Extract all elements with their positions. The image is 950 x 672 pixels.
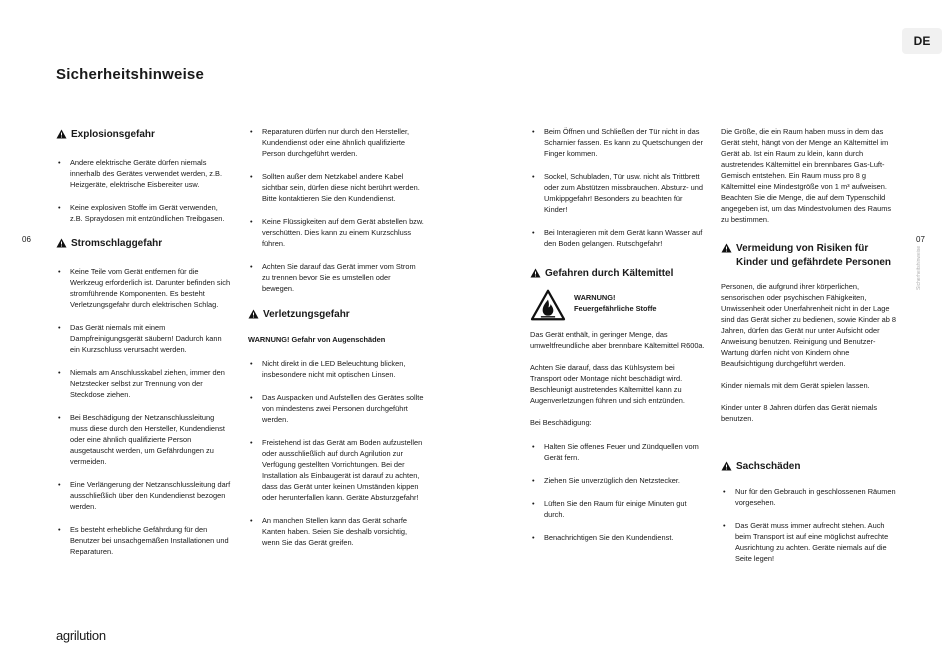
list-item: • Andere elektrische Geräte dürfen niemals innerhalb des Gerätes verwendet werden, z.B. Heizgeräte, elektrische Eisbereiter usw. — [56, 157, 232, 190]
column-2 — [248, 126, 424, 560]
children-paragraph-3: Kinder unter 8 Jahren dürfen das Gerät niemals benutzen. — [721, 403, 878, 423]
list-item: • Keine explosiven Stoffe im Gerät verwenden, z.B. Spraydosen mit entzündlichen Treibgasen. — [56, 202, 232, 224]
list-item: • Keine Teile vom Gerät entfernen für die Werkzeug erforderlich ist. Darunter befinden sich stromführende Komponenten. Es besteht Verletzungsgefahr durch elektrischen Schlag. — [56, 266, 232, 310]
list-item: • Sollten außer dem Netzkabel andere Kabel sichtbar sein, dürfen diese nicht berührt werden. Bitte kontaktieren Sie den Kundendienst. — [248, 171, 424, 204]
repair-list — [248, 126, 424, 294]
column-4 — [721, 126, 897, 576]
language-badge: DE — [902, 28, 942, 54]
warning-icon — [248, 309, 259, 319]
electric-heading — [56, 237, 232, 251]
injury-heading-text: Verletzungsgefahr — [263, 309, 350, 320]
page-title: Sicherheitshinweise — [56, 66, 205, 83]
flammable-icon — [530, 289, 566, 321]
children-paragraph-2: Kinder niemals mit dem Gerät spielen lassen. — [721, 381, 870, 390]
column-3 — [530, 126, 706, 555]
children-heading — [721, 242, 897, 270]
brand-logo: agrilution — [56, 628, 106, 643]
children-paragraph-1: Personen, die aufgrund ihrer körperlichen, sensorischen oder psychischen Fähigkeiten, Unwissenheit oder Unerfahrenheit nicht in der Lage sind das Gerät sicher zu bedienen, sowie Kinder ab 8 Jahren, dürfen das Gerät nur unter Aufsicht oder Anweisung benutzen. Reinigung und Benutzer-Wartung dürfen nicht von Kindern ohne Beaufsichtigung durchgeführt werden. — [721, 282, 897, 368]
warning-icon — [721, 243, 732, 253]
list-item: • Achten Sie darauf das Gerät immer vom Strom zu trennen bevor Sie es umstellen oder bewegen. — [248, 261, 424, 294]
electric-heading-text: Stromschlaggefahr — [71, 238, 163, 249]
flammable-warning — [530, 289, 706, 321]
page-number-right: 07 — [916, 235, 925, 244]
list-item: • Lüften Sie den Raum für einige Minuten gut durch. — [530, 498, 706, 520]
side-section-label: Sicherheitshinweise — [916, 245, 922, 290]
warning-icon — [721, 461, 732, 471]
injury-heading — [248, 308, 424, 322]
list-item: • Ziehen Sie unverzüglich den Netzstecker. — [530, 475, 706, 486]
flammable-warning-title: WARNUNG! — [574, 293, 616, 302]
injury-list — [248, 358, 424, 548]
injury-warning: WARNUNG! Gefahr von Augenschäden — [248, 335, 386, 344]
warning-icon — [56, 238, 67, 248]
list-item: • Das Gerät muss immer aufrecht stehen. Auch beim Transport ist auf eine möglichst aufrechte Ausrichtung zu achten. Geräte niemals auf die Seite legen! — [721, 520, 897, 564]
list-item: • Eine Verlängerung der Netzanschlussleitung darf ausschließlich über den Kundendienst bezogen werden. — [56, 479, 232, 512]
list-item: • Bei Beschädigung der Netzanschlussleitung muss diese durch den Hersteller, Kundendienst oder eine ähnlich qualifizierte Person ausgetauscht werden, um Gefährdungen zu vermeiden. — [56, 412, 232, 467]
list-item: • Beim Öffnen und Schließen der Tür nicht in das Scharnier fassen. Es kann zu Quetschungen der Finger kommen. — [530, 126, 706, 159]
refrigerant-paragraph-3: Bei Beschädigung: — [530, 418, 592, 427]
explosion-heading-text: Explosionsgefahr — [71, 129, 155, 140]
property-heading-text: Sachschäden — [736, 461, 801, 472]
explosion-heading — [56, 128, 232, 142]
list-item: • An manchen Stellen kann das Gerät scharfe Kanten haben. Seien Sie deshalb vorsichtig, wenn Sie das Gerät greifen. — [248, 515, 424, 548]
list-item: • Das Gerät niemals mit einem Dampfreinigungsgerät säubern! Dadurch kann ein Kurzschluss verursacht werden. — [56, 322, 232, 355]
list-item: • Halten Sie offenes Feuer und Zündquellen vom Gerät fern. — [530, 441, 706, 463]
list-item: • Nicht direkt in die LED Beleuchtung blicken, insbesondere nicht mit optischen Linsen. — [248, 358, 424, 380]
refrigerant-paragraph-1: Das Gerät enthält, in geringer Menge, das umweltfreundliche aber brennbare Kältemittel R600a. — [530, 330, 705, 350]
list-item: • Nur für den Gebrauch in geschlossenen Räumen vorgesehen. — [721, 486, 897, 508]
children-heading-line-2: Kinder und gefährdete Personen — [736, 257, 892, 268]
warning-icon — [56, 129, 67, 139]
list-item: • Sockel, Schubladen, Tür usw. nicht als Trittbrett oder zum Abstützen missbrauchen. Absturz- und Umkippgefahr! Besonders zu beachten für Kinder! — [530, 171, 706, 215]
list-item: • Niemals am Anschlusskabel ziehen, immer den Netzstecker selbst zur Trennung von der Steckdose ziehen. — [56, 367, 232, 400]
list-item: • Freistehend ist das Gerät am Boden aufzustellen oder ausschließlich auf durch Agrilution zur Verfügung gestellten Vorrichtungen. Bei der Installation als Einbaugerät ist darauf zu achten, dass das Gerät unter keinen Umständen kippen oder herunterfallen kann. Geräte Absturzgefahr! — [248, 437, 424, 503]
list-item: • Reparaturen dürfen nur durch den Hersteller, Kundendienst oder eine ähnlich qualifizierte Person durchgeführt werden. — [248, 126, 424, 159]
refrigerant-list — [530, 441, 706, 543]
flammable-warning-subtitle: Feuergefährliche Stoffe — [574, 304, 657, 313]
property-heading — [721, 460, 897, 474]
room-size-paragraph: Die Größe, die ein Raum haben muss in dem das Gerät steht, hängt von der Menge an Kältemittel im Gerät ab. Ist ein Raum zu klein, kann durch austretendes Kältemittel ein brennbares Gas-Luft-Gemisch entstehen. Ein Raum muss pro 8 g Kältemittel eine Mindestgröße von 1 m³ aufweisen. Beachten Sie die Menge, die auf dem Typenschild angegeben ist, um das Mindestvolumen des Raums zu bestimmen. — [721, 127, 892, 224]
door-list — [530, 126, 706, 249]
column-1 — [56, 128, 232, 569]
list-item: • Keine Flüssigkeiten auf dem Gerät abstellen bzw. verschütten. Dies kann zu einem Kurzschluss führen. — [248, 216, 424, 249]
electric-list — [56, 266, 232, 557]
list-item: • Benachrichtigen Sie den Kundendienst. — [530, 532, 706, 543]
children-heading-line-1: Vermeidung von Risiken für — [736, 243, 869, 254]
refrigerant-heading — [530, 267, 706, 281]
list-item: • Bei Interagieren mit dem Gerät kann Wasser auf den Boden gelangen. Rutschgefahr! — [530, 227, 706, 249]
list-item: • Das Auspacken und Aufstellen des Gerätes sollte von mindestens zwei Personen durchgeführt werden. — [248, 392, 424, 425]
explosion-list — [56, 157, 232, 224]
property-list — [721, 486, 897, 564]
list-item: • Es besteht erhebliche Gefährdung für den Benutzer bei unsachgemäßen Installationen und Reparaturen. — [56, 524, 232, 557]
refrigerant-paragraph-2: Achten Sie darauf, dass das Kühlsystem bei Transport oder Montage nicht beschädigt wird. Beschleunigt austretendes Kältemittel kann zu Augenverletzungen führen und sich entzünden. — [530, 363, 685, 405]
warning-icon — [530, 268, 541, 278]
refrigerant-heading-text: Gefahren durch Kältemittel — [545, 268, 674, 279]
page-number-left: 06 — [22, 235, 31, 244]
